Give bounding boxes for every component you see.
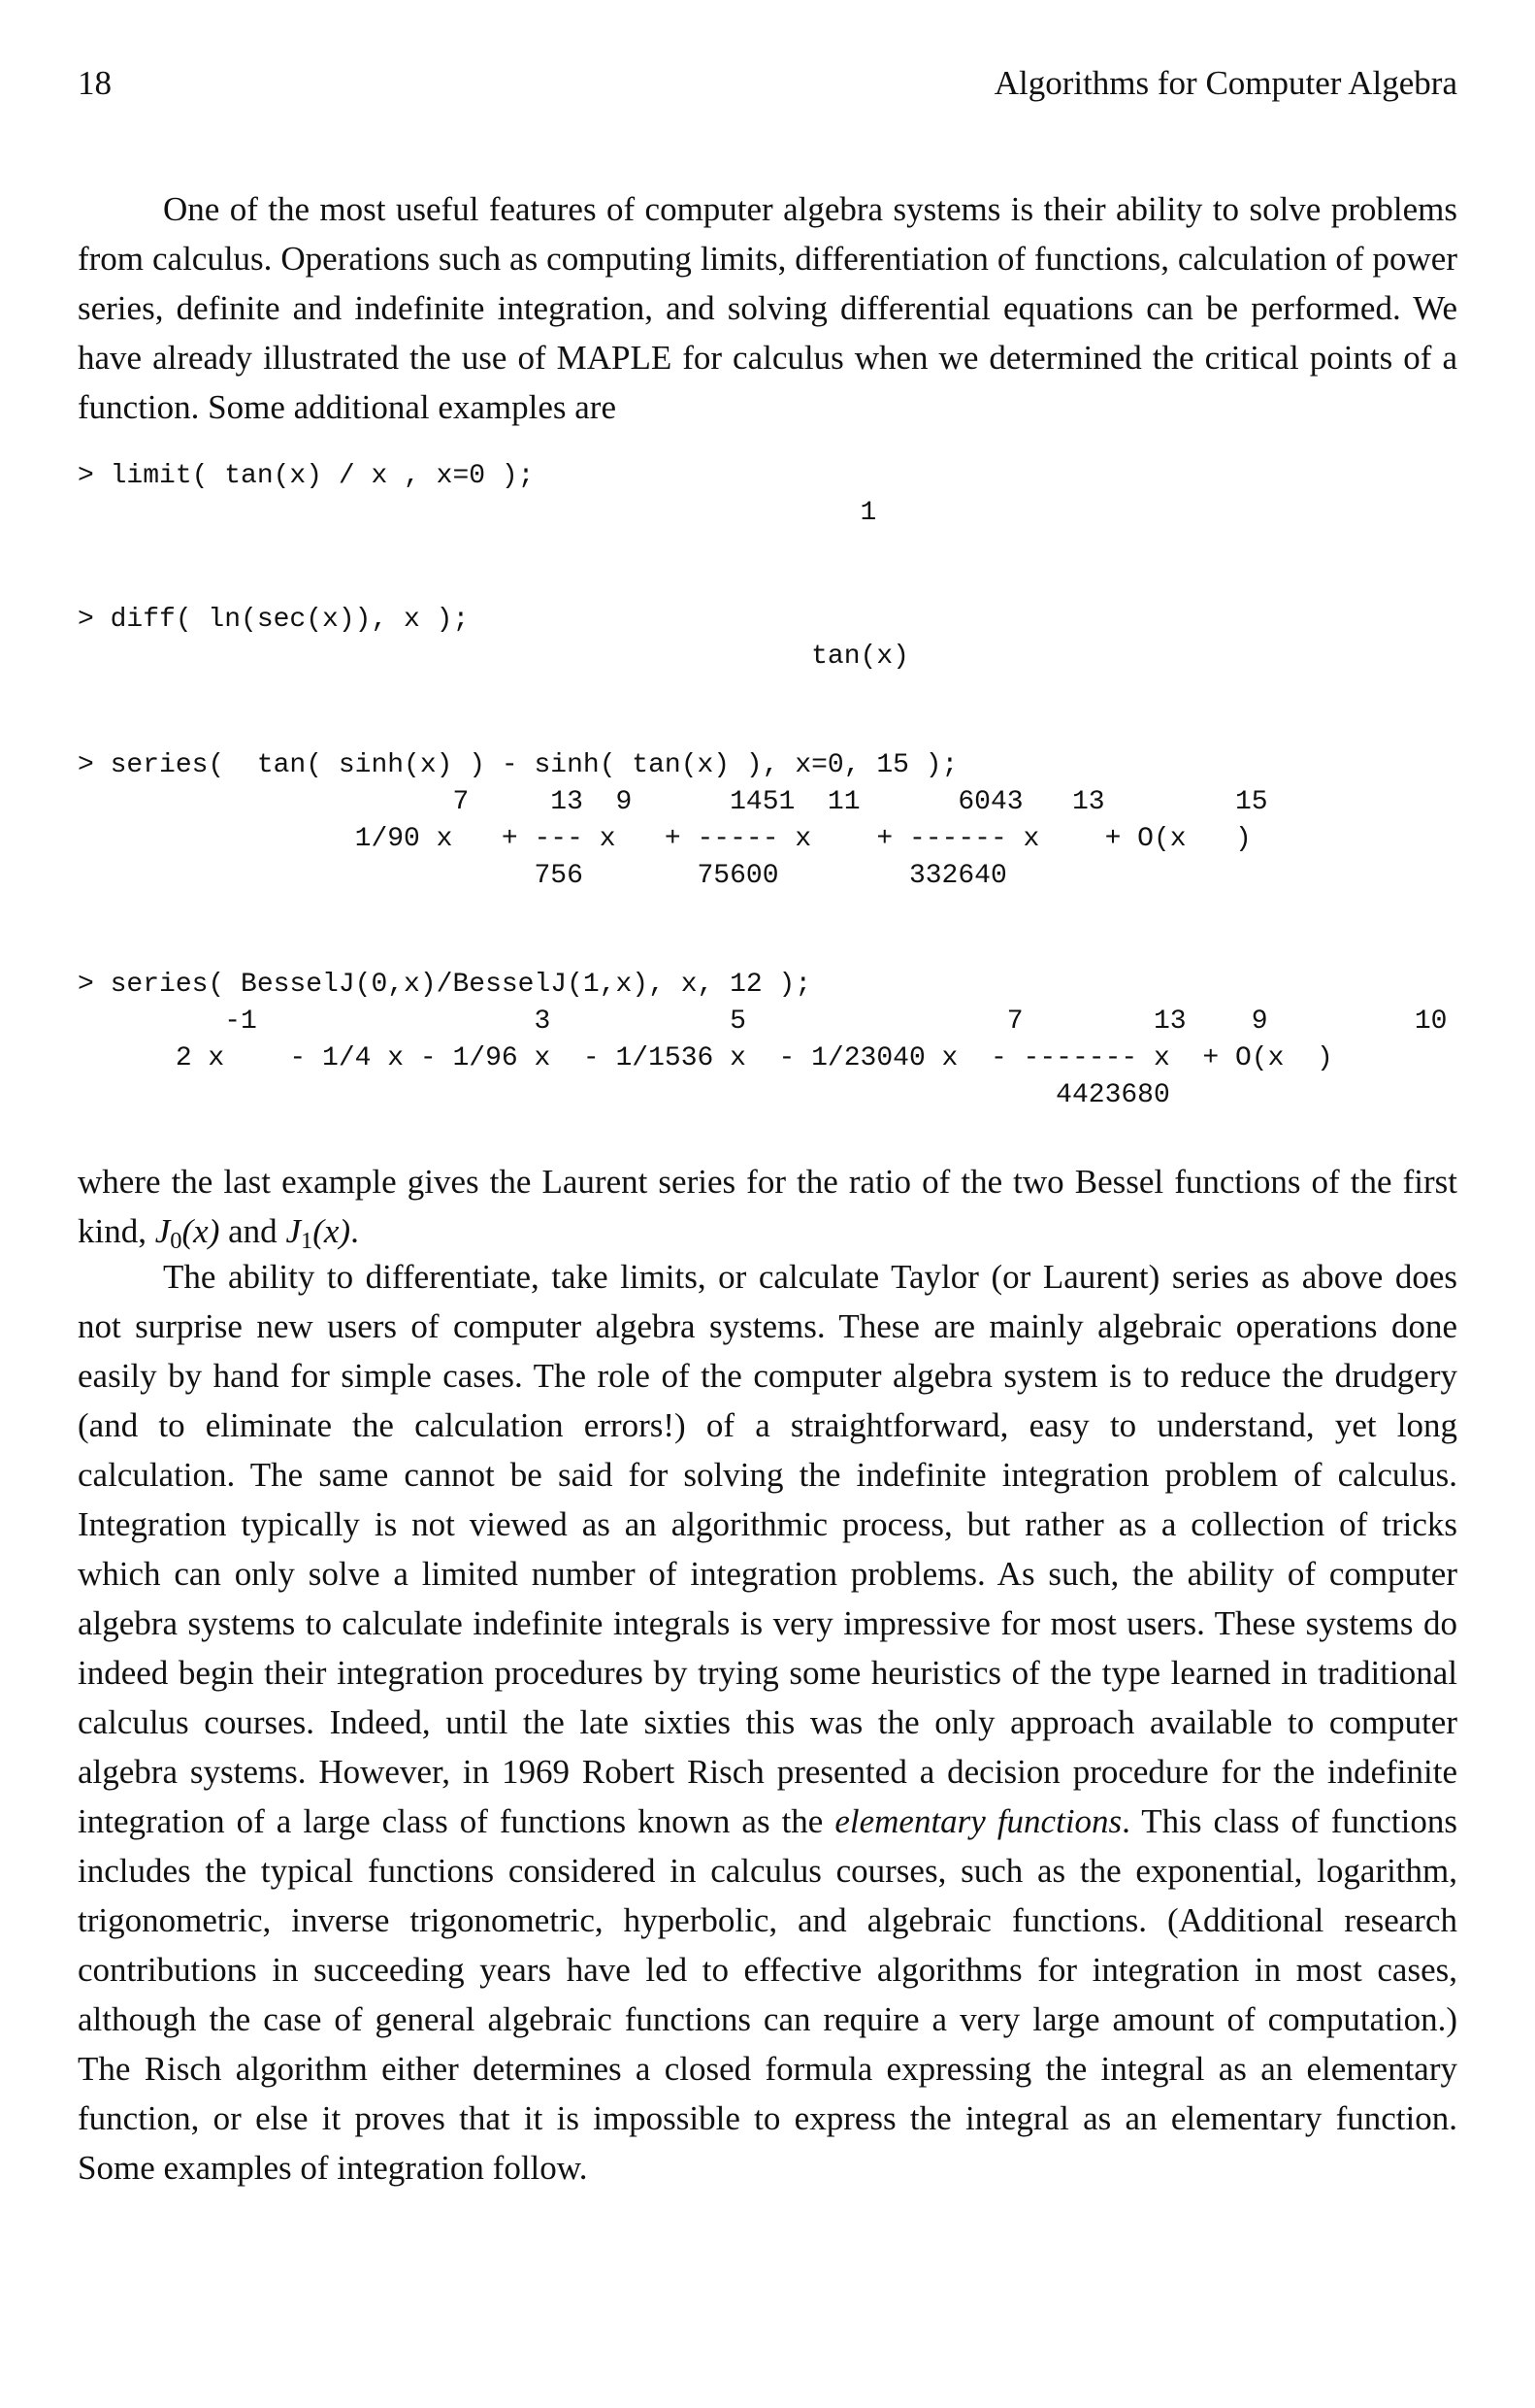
period: . xyxy=(350,1212,359,1250)
elementary-functions-emphasis: elementary functions xyxy=(834,1802,1123,1840)
integration-paragraph xyxy=(78,1252,1457,2193)
maple-series-tan-example: > series( tan( sinh(x) ) - sinh( tan(x) ), x=0, 15 ); 7 13 9 1451 11 6043 13 15 1/90 x + --- x + ----- x + ------ x + O(x ) 756 75600 332640 xyxy=(78,750,1268,891)
page-number: 18 xyxy=(78,64,112,102)
bessel-note-text: where the last example gives the Laurent series for the ratio of the two Bessel functions of the first kind, xyxy=(78,1163,1457,1250)
intro-paragraph: One of the most useful features of computer algebra systems is their ability to solve problems from calculus. Operations such as computing limits, differentiation of functions, calculation of power series, definite and indefinite integration, and solving differential equations can be performed. We have already illustrated the use of MAPLE for calculus when we determined the critical points of a function. Some additional examples are xyxy=(78,190,1457,426)
j0-argument: (x) xyxy=(181,1212,220,1250)
j0-subscript: 0 xyxy=(170,1228,182,1255)
integration-text-start: The ability to differentiate, take limits, or calculate Taylor (or Laurent) series as above does not surprise new users of computer algebra systems. These are mainly algebraic operations done easily by hand for simple cases. The role of the computer algebra system is to reduce the drudgery (and to eliminate the calculation errors!) of a straightforward, easy to understand, yet long calculation. The same cannot be said for solving the indefinite integration problem of calculus. Integration typically is not viewed as an algorithmic process, but rather as a collection of tricks which can only solve a limited number of integration problems. As such, the ability of computer algebra systems to calculate indefinite integrals is very impressive for most users. These systems do indeed begin their integration procedures by trying some heuristics of the type learned in traditional calculus courses. Indeed, until the late sixties this was the only approach available to computer algebra systems. However, in 1969 Robert Risch presented a decision procedure for the indefinite integration of a large class of functions known as the xyxy=(78,1258,1457,1840)
bessel-note-paragraph xyxy=(78,1157,1457,1256)
j1-symbol: J xyxy=(285,1212,301,1250)
integration-text-end: . This class of functions includes the typical functions considered in calculus courses, such as the exponential, logarithm, trigonometric, inverse trigonometric, hyperbolic, and algebraic functions. (Additional research contributions in succeeding years have led to effective algorithms for integration in most cases, although the case of general algebraic functions can require a very large amount of computation.) The Risch algorithm either determines a closed formula expressing the integral as an elementary function, or else it proves that it is impossible to express the integral as an elementary function. Some examples of integration follow. xyxy=(78,1802,1457,2187)
j0-symbol: J xyxy=(154,1212,171,1250)
page-header xyxy=(78,64,1457,111)
j1-subscript: 1 xyxy=(300,1228,313,1255)
running-title: Algorithms for Computer Algebra xyxy=(994,64,1457,102)
maple-limit-example: > limit( tan(x) / x , x=0 ); 1 xyxy=(78,461,877,528)
j1-argument: (x) xyxy=(312,1212,351,1250)
maple-series-bessel-example: > series( BesselJ(0,x)/BesselJ(1,x), x, 12 ); -1 3 5 7 13 9 10 2 x - 1/4 x - 1/96 x - 1/1536 x - 1/23040 x - ------- x + O(x ) 4423680 xyxy=(78,970,1448,1110)
and-text: and xyxy=(219,1212,286,1250)
maple-diff-example: > diff( ln(sec(x)), x ); tan(x) xyxy=(78,605,909,672)
